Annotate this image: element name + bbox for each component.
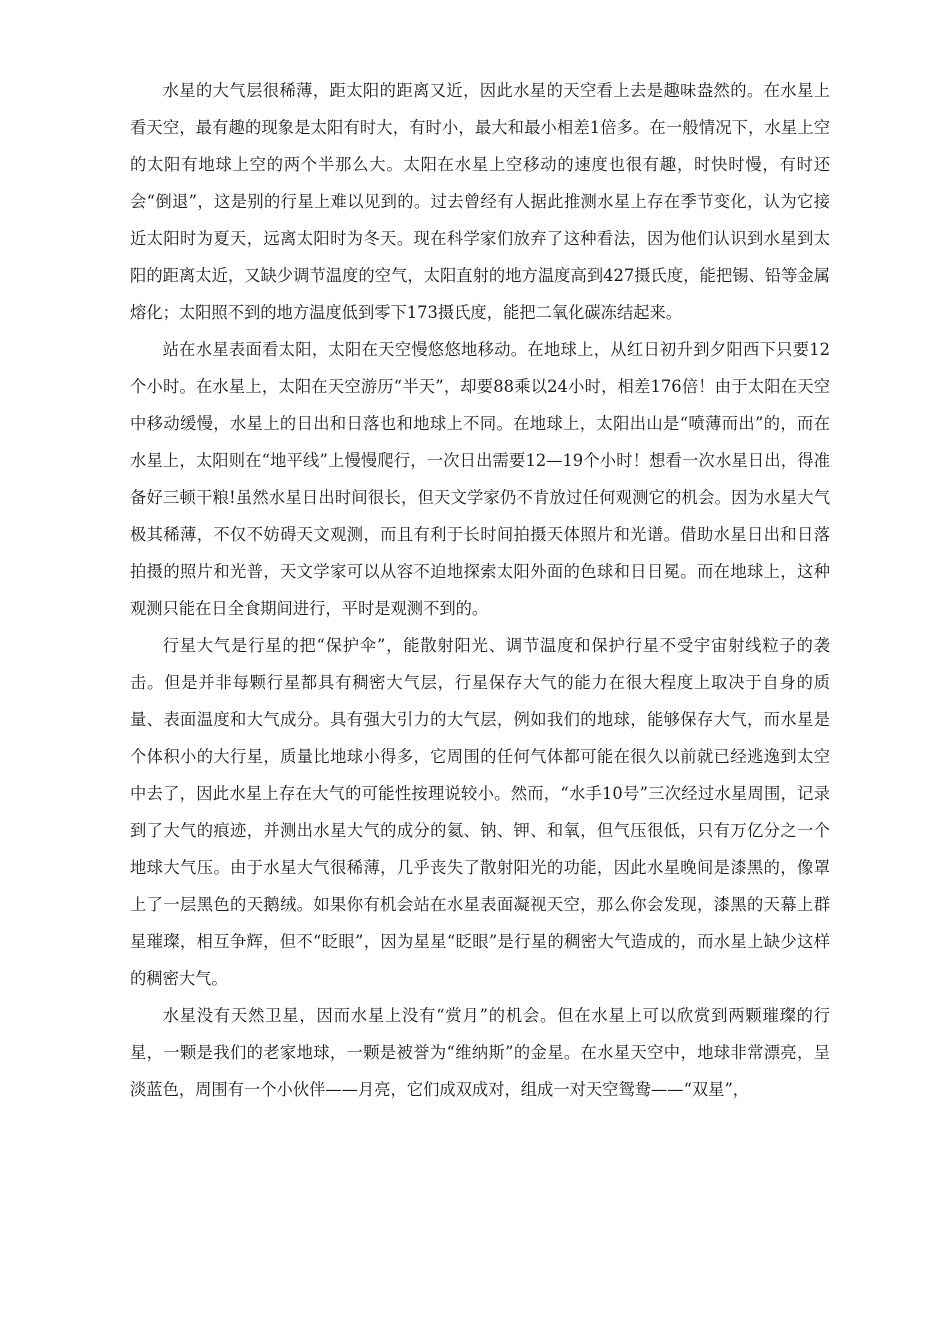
paragraph-mercury-sky: 水星的大气层很稀薄，距太阳的距离又近，因此水星的天空看上去是趣味盎然的。在水星上看天空，最有趣的现象是太阳有时大，有时小，最大和最小相差1倍多。在一般情况下，水星上空的太阳有地球上空的两个半那么大。太阳在水星上空移动的速度也很有趣，时快时慢，有时还会“倒退”，这是别的行星上难以见到的。过去曾经有人据此推测水星上存在季节变化，认为它接近太阳时为夏天，远离太阳时为冬天。现在科学家们放弃了这种看法，因为他们认识到水星到太阳的距离太近，又缺少调节温度的空气，太阳直射的地方温度高到427摄氏度，能把锡、铅等金属熔化；太阳照不到的地方温度低到零下173摄氏度，能把二氧化碳冻结起来。 — [130, 81, 830, 322]
paragraph-mercury-atmosphere: 行星大气是行星的把“保护伞”，能散射阳光、调节温度和保护行星不受宇宙射线粒子的袭击。但是并非每颗行星都具有稠密大气层，行星保存大气的能力在很大程度上取决于自身的质量、表面温度和大气成分。具有强大引力的大气层，例如我们的地球，能够保存大气，而水星是个体积小的大行星，质量比地球小得多，它周围的任何气体都可能在很久以前就已经逃逸到太空中去了，因此水星上存在大气的可能性按理说较小。然而，“水手10号”三次经过水星周围，记录到了大气的痕迹，并测出水星大气的成分的氦、钠、钾、和氧，但气压很低，只有万亿分之一个地球大气压。由于水星大气很稀薄，几乎丧失了散射阳光的功能，因此水星晚间是漆黑的，像罩上了一层黑色的天鹅绒。如果你有机会站在水星表面凝视天空，那么你会发现，漆黑的天幕上群星璀璨，相互争辉，但不“眨眼”，因为星星“眨眼”是行星的稠密大气造成的，而水星上缺少这样的稠密大气。 — [130, 636, 830, 988]
paragraph-mercury-no-moon: 水星没有天然卫星，因而水星上没有“赏月”的机会。但在水星上可以欣赏到两颗璀璨的行星，一颗是我们的老家地球，一颗是被誉为“维纳斯”的金星。在水星天空中，地球非常漂亮，呈淡蓝色，周围有一个小伙伴——月亮，它们成双成对，组成一对天空鸳鸯——“双星”， — [130, 1006, 830, 1099]
paragraph-mercury-sunrise: 站在水星表面看太阳，太阳在天空慢悠悠地移动。在地球上，从红日初升到夕阳西下只要12个小时。在水星上，太阳在天空游历“半天”，却要88乘以24小时，相差176倍！由于太阳在天空中移动缓慢，水星上的日出和日落也和地球上不同。在地球上，太阳出山是“喷薄而出”的，而在水星上，太阳则在“地平线”上慢慢爬行，一次日出需要12—19个小时！想看一次水星日出，得准备好三顿干粮!虽然水星日出时间很长，但天文学家仍不肯放过任何观测它的机会。因为水星大气极其稀薄，不仅不妨碍天文观测，而且有利于长时间拍摄天体照片和光谱。借助水星日出和日落拍摄的照片和光普，天文学家可以从容不迫地探索太阳外面的色球和日日冕。而在地球上，这种观测只能在日全食期间进行，平时是观测不到的。 — [130, 340, 830, 618]
document-body — [130, 72, 830, 1108]
